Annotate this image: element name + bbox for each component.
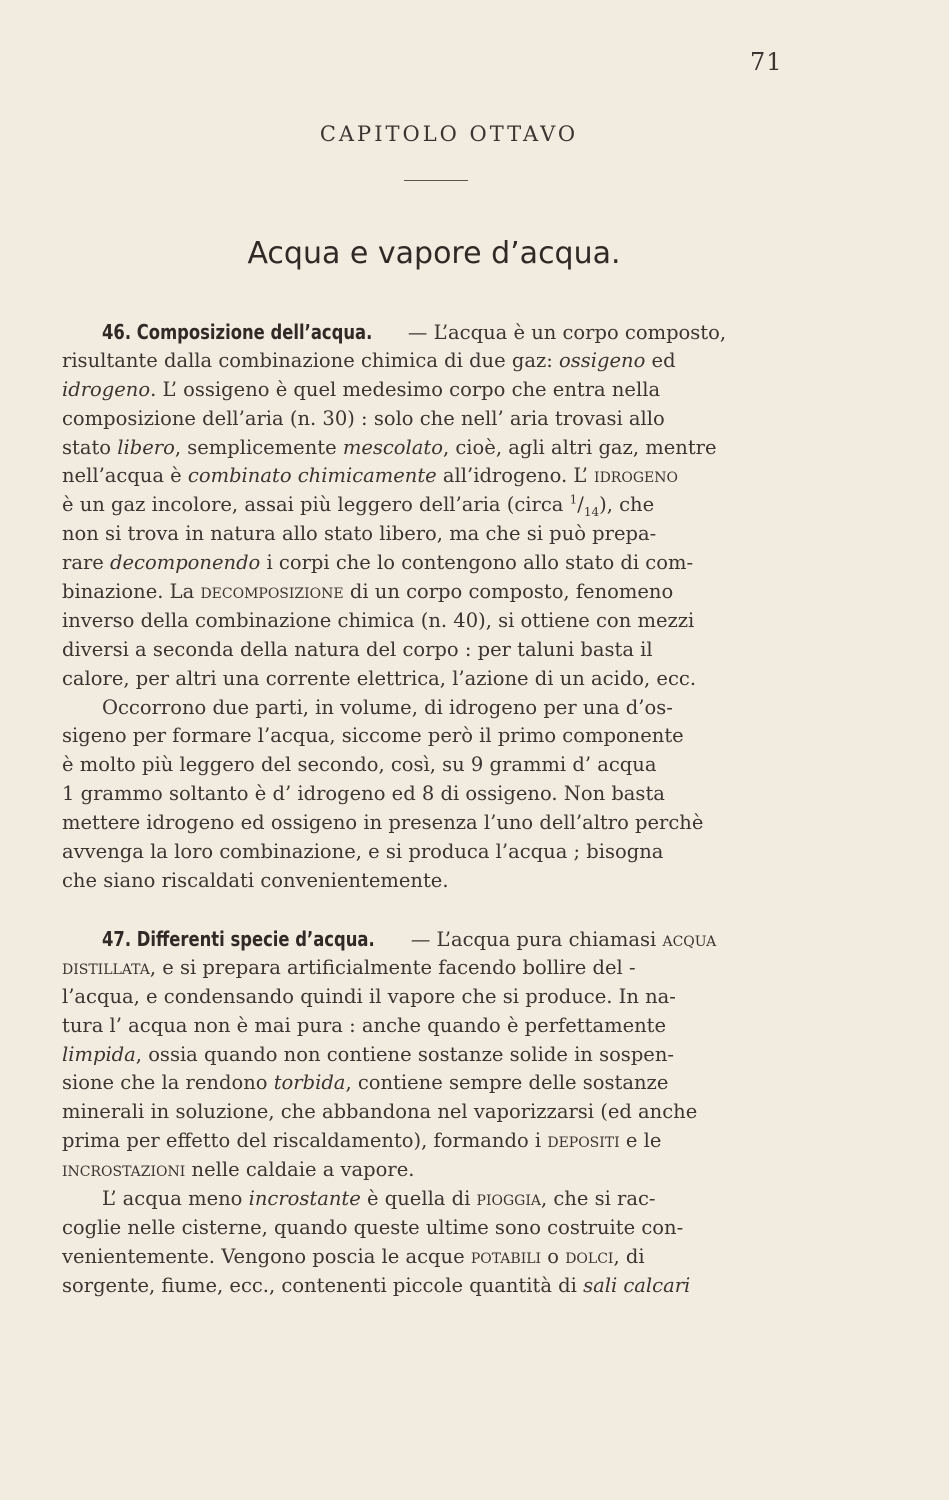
text-line: minerali in soluzione, che abbandona nel vaporizzarsi (ed anche [62,1100,698,1124]
text-line: l’acqua, e condensando quindi il vapore che si produce. In na- [62,984,676,1008]
text-line: prima per effetto del riscaldamento), formando i depositi e le [62,1129,662,1153]
text-line: 46. Composizione dell’acqua. — L’acqua è un corpo composto, [62,318,812,347]
text-line: L’ acqua meno incrostante è quella di pioggia, che si rac- [102,1187,656,1211]
text-line: avvenga la loro combinazione, e si produca l’acqua ; bisogna [62,840,664,864]
text-line: idrogeno. L’ ossigeno è quel medesimo corpo che entra nella [62,377,661,401]
chapter-heading: CAPITOLO OTTAVO [319,122,579,146]
section-46 [62,318,812,896]
page-title: Acqua e vapore d’acqua. [247,236,621,271]
text-line: che siano riscaldati convenientemente. [62,868,449,892]
text-line: limpida, ossia quando non contiene sostanze solide in sospen- [62,1042,674,1066]
divider-rule [404,180,468,181]
text-line: rare decomponendo i corpi che lo contengono allo stato di com- [62,551,694,575]
text-line: 47. Differenti specie d’acqua. — L’acqua pura chiamasi acqua [62,925,812,954]
text-line: tura l’ acqua non è mai pura : anche quando è perfettamente [62,1013,667,1037]
text-line: sione che la rendono torbida, contiene sempre delle sostanze [62,1071,669,1095]
text-line: 1 grammo soltanto è d’ idrogeno ed 8 di ossigeno. Non basta [62,782,665,806]
text-line: è un gaz incolore, assai più leggero dell’aria (circa $^1/_{14}$), che [62,492,655,520]
text-line: è molto più leggero del secondo, così, su 9 grammi d’ acqua [62,753,657,777]
text-line: risultante dalla combinazione chimica di due gaz: ossigeno ed [62,348,676,372]
page-number: 71 [750,48,783,76]
text-line: diversi a seconda della natura del corpo : per taluni basta il [62,637,653,661]
text-line: non si trova in natura allo stato libero, ma che si può prepa- [62,522,657,546]
text-line: sigeno per formare l’acqua, siccome però il primo componente [62,724,684,748]
text-line: Occorrono due parti, in volume, di idrogeno per una d’os- [102,695,673,719]
text-line: nell’acqua è combinato chimicamente all’idrogeno. L’ idrogeno [62,464,678,488]
text-line: mettere idrogeno ed ossigeno in presenza l’uno dell’altro perchè [62,811,704,835]
section-heading: 47. Differenti specie d’acqua. [102,927,375,951]
text-line: incrostazioni nelle caldaie a vapore. [62,1158,415,1182]
text-line: sorgente, fiume, ecc., contenenti piccole quantità di sali calcari [62,1273,691,1297]
text-line: coglie nelle cisterne, quando queste ultime sono costruite con- [62,1215,684,1239]
text-line: stato libero, semplicemente mescolato, cioè, agli altri gaz, mentre [62,435,717,459]
text-line: calore, per altri una corrente elettrica, l’azione di un acido, ecc. [62,666,697,690]
text-line: inverso della combinazione chimica (n. 40), si ottiene con mezzi [62,608,695,632]
text-line: composizione dell’aria (n. 30) : solo che nell’ aria trovasi allo [62,406,665,430]
section-47 [62,925,812,1301]
section-heading: 46. Composizione dell’acqua. [102,320,373,344]
text-line: venientemente. Vengono poscia le acque potabili o dolci, di [62,1244,645,1268]
text-line: binazione. La decomposizione di un corpo composto, fenomeno [62,580,674,604]
text-line: distillata, e si prepara artificialmente facendo bollire del - [62,955,636,979]
